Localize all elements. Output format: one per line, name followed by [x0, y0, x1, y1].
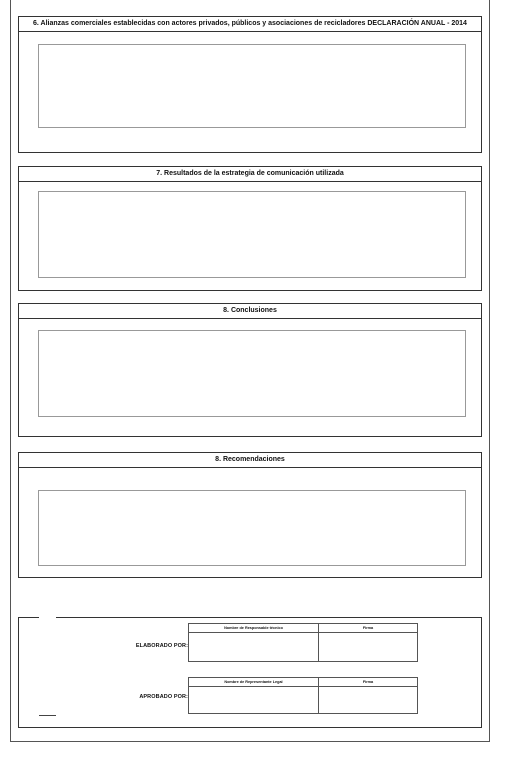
aprobado-name-field[interactable]: [189, 687, 319, 714]
section-resultados: [18, 166, 482, 291]
elaborado-sign-field[interactable]: [319, 633, 418, 662]
aprobado-sign-header: Firma: [319, 678, 418, 687]
section-title: 8. Conclusiones: [19, 304, 481, 319]
section-alianzas: [18, 16, 482, 153]
elaborado-label: ELABORADO POR:: [135, 643, 188, 649]
section-title: 6. Alianzas comerciales establecidas con actores privados, públicos y asociaciones de recicladores DECLARACIÓN ANUAL - 2014: [19, 17, 481, 32]
page-break-mark: [38, 742, 55, 744]
resultados-text-area[interactable]: [38, 191, 466, 278]
page-border-right: [489, 0, 490, 742]
conclusiones-text-area[interactable]: [38, 330, 466, 417]
recomendaciones-text-area[interactable]: [38, 490, 466, 566]
aprobado-name-header: Nombre de Representante Legal: [189, 678, 319, 687]
signature-block: [18, 617, 482, 728]
aprobado-label: APROBADO POR:: [139, 694, 188, 700]
signature-bottom-mark: [39, 715, 56, 716]
signature-top-mark: [39, 616, 56, 619]
section-recomendaciones: [18, 452, 482, 578]
section-conclusiones: [18, 303, 482, 437]
alianzas-text-area[interactable]: [38, 44, 466, 128]
section-title: 7. Resultados de la estrategia de comunicación utilizada: [19, 167, 481, 182]
elaborado-table: [188, 623, 418, 662]
elaborado-sign-header: Firma: [319, 624, 418, 633]
page-border-left: [10, 0, 11, 742]
elaborado-name-field[interactable]: [189, 633, 319, 662]
section-title: 8. Recomendaciones: [19, 453, 481, 468]
aprobado-table: [188, 677, 418, 714]
elaborado-name-header: Nombre de Responsable técnico: [189, 624, 319, 633]
aprobado-sign-field[interactable]: [319, 687, 418, 714]
page-border-bottom: [10, 741, 490, 742]
